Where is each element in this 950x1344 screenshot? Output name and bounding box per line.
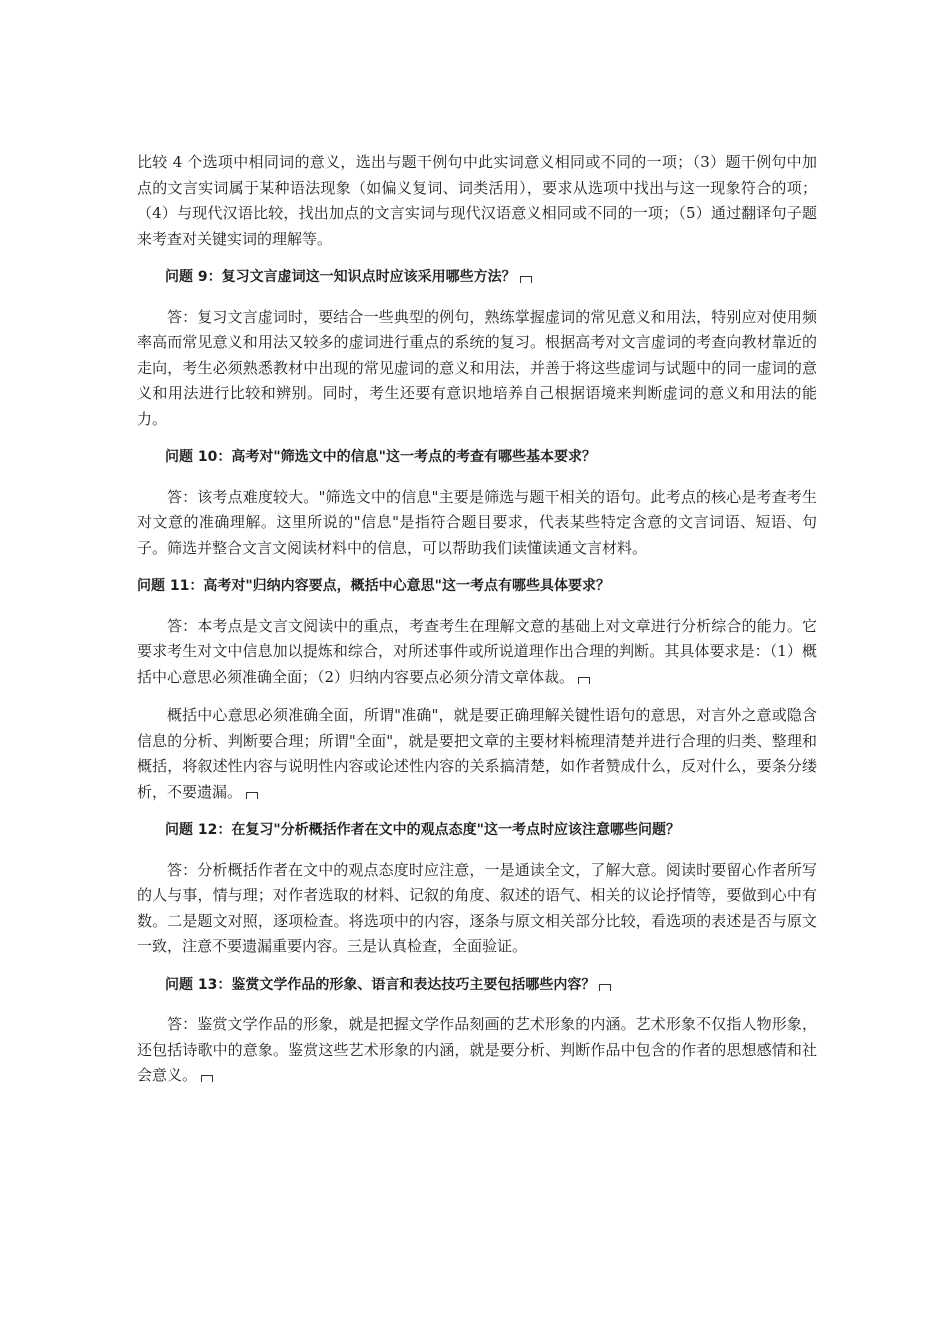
question-text: 问题 13：鉴赏文学作品的形象、语言和表达技巧主要包括哪些内容？: [165, 976, 596, 993]
question-11: [137, 574, 817, 600]
answer-text: 答：该考点难度较大。"筛选文中的信息"主要是筛选与题干相关的语句。此考点的核心是考查考生对文意的准确理解。这里所说的"信息"是指符合题目要求，代表某些特定含意的文言词语、短语、句子。筛选并整合文言文阅读材料中的信息，可以帮助我们读懂读通文言材料。: [137, 487, 817, 557]
answer-11-continued: [137, 703, 817, 805]
paragraph-mark-icon: [246, 792, 258, 799]
question-13: [137, 973, 817, 999]
paragraph-text: 比较 4 个选项中相同词的意义，选出与题干例句中此实词意义相同或不同的一项；（3）题干例句中加点的文言实词属于某种语法现象（如偏义复词、词类活用），要求从选项中找出与这一现象符合的项；（4）与现代汉语比较，找出加点的文言实词与现代汉语意义相同或不同的一项；（5）通过翻译句子题来考查对关键实词的理解等。: [137, 153, 817, 248]
answer-11: [137, 614, 817, 691]
question-text: 问题 11：高考对"归纳内容要点，概括中心意思"这一考点有哪些具体要求？: [137, 578, 610, 594]
paragraph-mark-icon: [201, 1075, 213, 1082]
document-page: [137, 150, 817, 1089]
answer-text: 答：本考点是文言文阅读中的重点，考查考生在理解文意的基础上对文章进行分析综合的能力。它要求考生对文中信息加以提炼和综合，对所述事件或所说道理作出合理的判断。其具体要求是：（1）概括中心意思必须准确全面；（2）归纳内容要点必须分清文章体裁。: [137, 616, 817, 686]
question-9: [137, 265, 817, 291]
paragraph-mark-icon: [599, 984, 611, 991]
question-12: [137, 818, 817, 844]
answer-13: [137, 1012, 817, 1089]
paragraph-mark-icon: [520, 276, 532, 283]
question-text: 问题 9：复习文言虚词这一知识点时应该采用哪些方法？: [165, 269, 516, 285]
answer-10: [137, 485, 817, 562]
answer-text: 答：分析概括作者在文中的观点态度时应注意，一是通读全文，了解大意。阅读时要留心作者所写的人与事，情与理；对作者选取的材料、记叙的角度、叙述的语气、相关的议论抒情等，要做到心中有数。二是题文对照，逐项检查。将选项中的内容，逐条与原文相关部分比较，看选项的表述是否与原文一致，注意不要遗漏重要内容。三是认真检查，全面验证。: [137, 860, 817, 955]
question-text: 问题 10：高考对"筛选文中的信息"这一考点的考查有哪些基本要求？: [165, 449, 596, 465]
answer-9: [137, 305, 817, 433]
paragraph-1: [137, 150, 817, 252]
answer-text: 概括中心意思必须准确全面，所谓"准确"，就是要正确理解关键性语句的意思，对言外之意或隐含信息的分析、判断要合理；所谓"全面"，就是要把文章的主要材料梳理清楚并进行合理的归类、整理和概括，将叙述性内容与说明性内容或论述性内容的关系搞清楚，如作者赞成什么，反对什么，要条分缕析，不要遗漏。: [137, 706, 817, 801]
answer-text: 答：复习文言虚词时，要结合一些典型的例句，熟练掌握虚词的常见意义和用法，特别应对使用频率高而常见意义和用法又较多的虚词进行重点的系统的复习。根据高考对文言虚词的考查向教材靠近的走向，考生必须熟悉教材中出现的常见虚词的意义和用法，并善于将这些虚词与试题中的同一虚词的意义和用法进行比较和辨别。同时，考生还要有意识地培养自己根据语境来判断虚词的意义和用法的能力。: [137, 307, 817, 428]
paragraph-mark-icon: [578, 677, 590, 684]
question-10: [137, 445, 817, 471]
answer-12: [137, 858, 817, 960]
answer-text: 答：鉴赏文学作品的形象，就是把握文学作品刻画的艺术形象的内涵。艺术形象不仅指人物形象，还包括诗歌中的意象。鉴赏这些艺术形象的内涵，就是要分析、判断作品中包含的作者的思想感情和社会意义。: [137, 1015, 817, 1084]
question-text: 问题 12：在复习"分析概括作者在文中的观点态度"这一考点时应该注意哪些问题？: [165, 822, 680, 838]
